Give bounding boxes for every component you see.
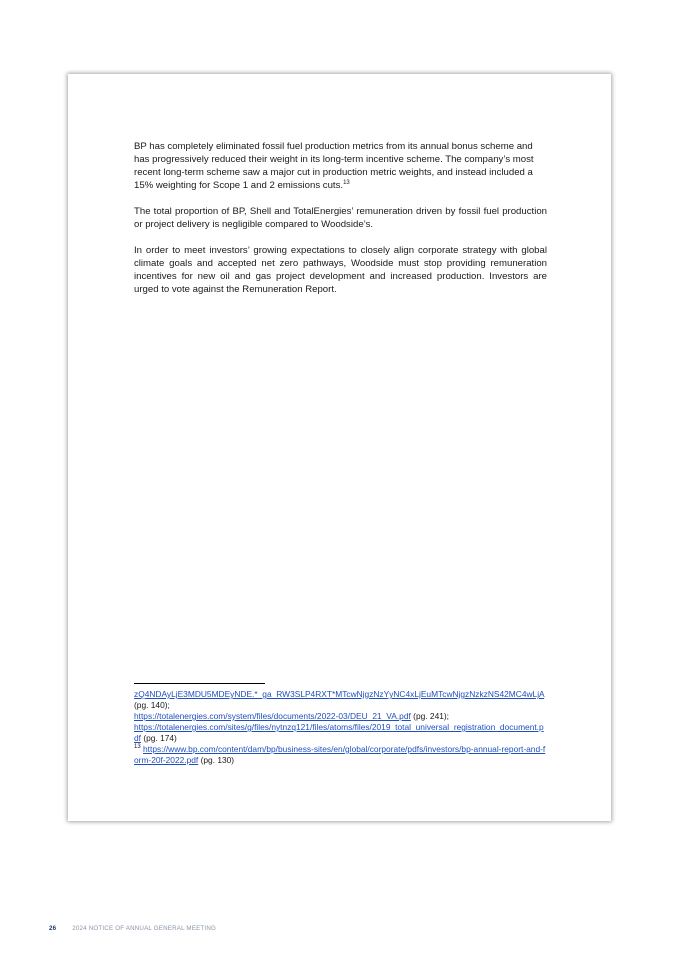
footnote-ref-13[interactable]: 13 [343,179,350,186]
page-number: 26 [49,925,57,932]
footnote-line [134,689,547,711]
footnote-link-shell[interactable]: zQ4NDAyLjE3MDU5MDEyNDE.*_ga_RW3SLP4RXT*MTcwNjgzNzYyNC4xLjEuMTcwNjgzNzkzNS42MC4wLjA [134,689,545,699]
footnote-separator [134,683,265,684]
page-footer [49,925,216,932]
paragraph-bp-incentives [134,140,547,192]
footnote-marker: 13 [134,744,141,751]
footnote-link-totalenergies-2019[interactable]: https://totalenergies.com/sites/g/files/nytnzq121/files/atoms/files/2019_total_universal_registration_document.pdf [134,722,544,743]
document-page [68,74,611,821]
footnote-13 [134,744,547,766]
footnotes [134,689,547,766]
footnote-page-ref: (pg. 130) [198,755,235,765]
footnote-page-ref: (pg. 241); [410,711,450,721]
footnote-line [134,711,547,722]
footnote-page-ref: (pg. 174) [141,733,177,743]
footer-label: 2024 NOTICE OF ANNUAL GENERAL MEETING [72,925,217,932]
footnote-line [134,722,547,744]
paragraph-recommendation: In order to meet investors’ growing expectations to closely align corporate strategy with global climate goals and accepted net zero pathways, Woodside must stop providing remuneration incentives for new oil and gas project development and increased production. Investors are urged to vote against the Remuneration Report. [134,245,547,295]
paragraph-remuneration-comparison: The total proportion of BP, Shell and TotalEnergies’ remuneration driven by fossil fuel production or project delivery is negligible compared to Woodside’s. [134,206,547,230]
footnote-page-ref: (pg. 140); [134,700,170,710]
body-text [134,140,547,309]
footnote-link-totalenergies-2022[interactable]: https://totalenergies.com/system/files/documents/2022-03/DEU_21_VA.pdf [134,711,411,721]
footnote-link-bp[interactable]: https://www.bp.com/content/dam/bp/business-sites/en/global/corporate/pdfs/investors/bp-annual-report-and-form-20f-2022.pdf [134,744,546,765]
paragraph-text: BP has completely eliminated fossil fuel production metrics from its annual bonus scheme and has progressively reduced their weight in its long-term incentive scheme. The company’s most recent long-term scheme saw a major cut in production metric weights, and instead included a 15% weighting for Scope 1 and 2 emissions cuts. [134,141,534,191]
